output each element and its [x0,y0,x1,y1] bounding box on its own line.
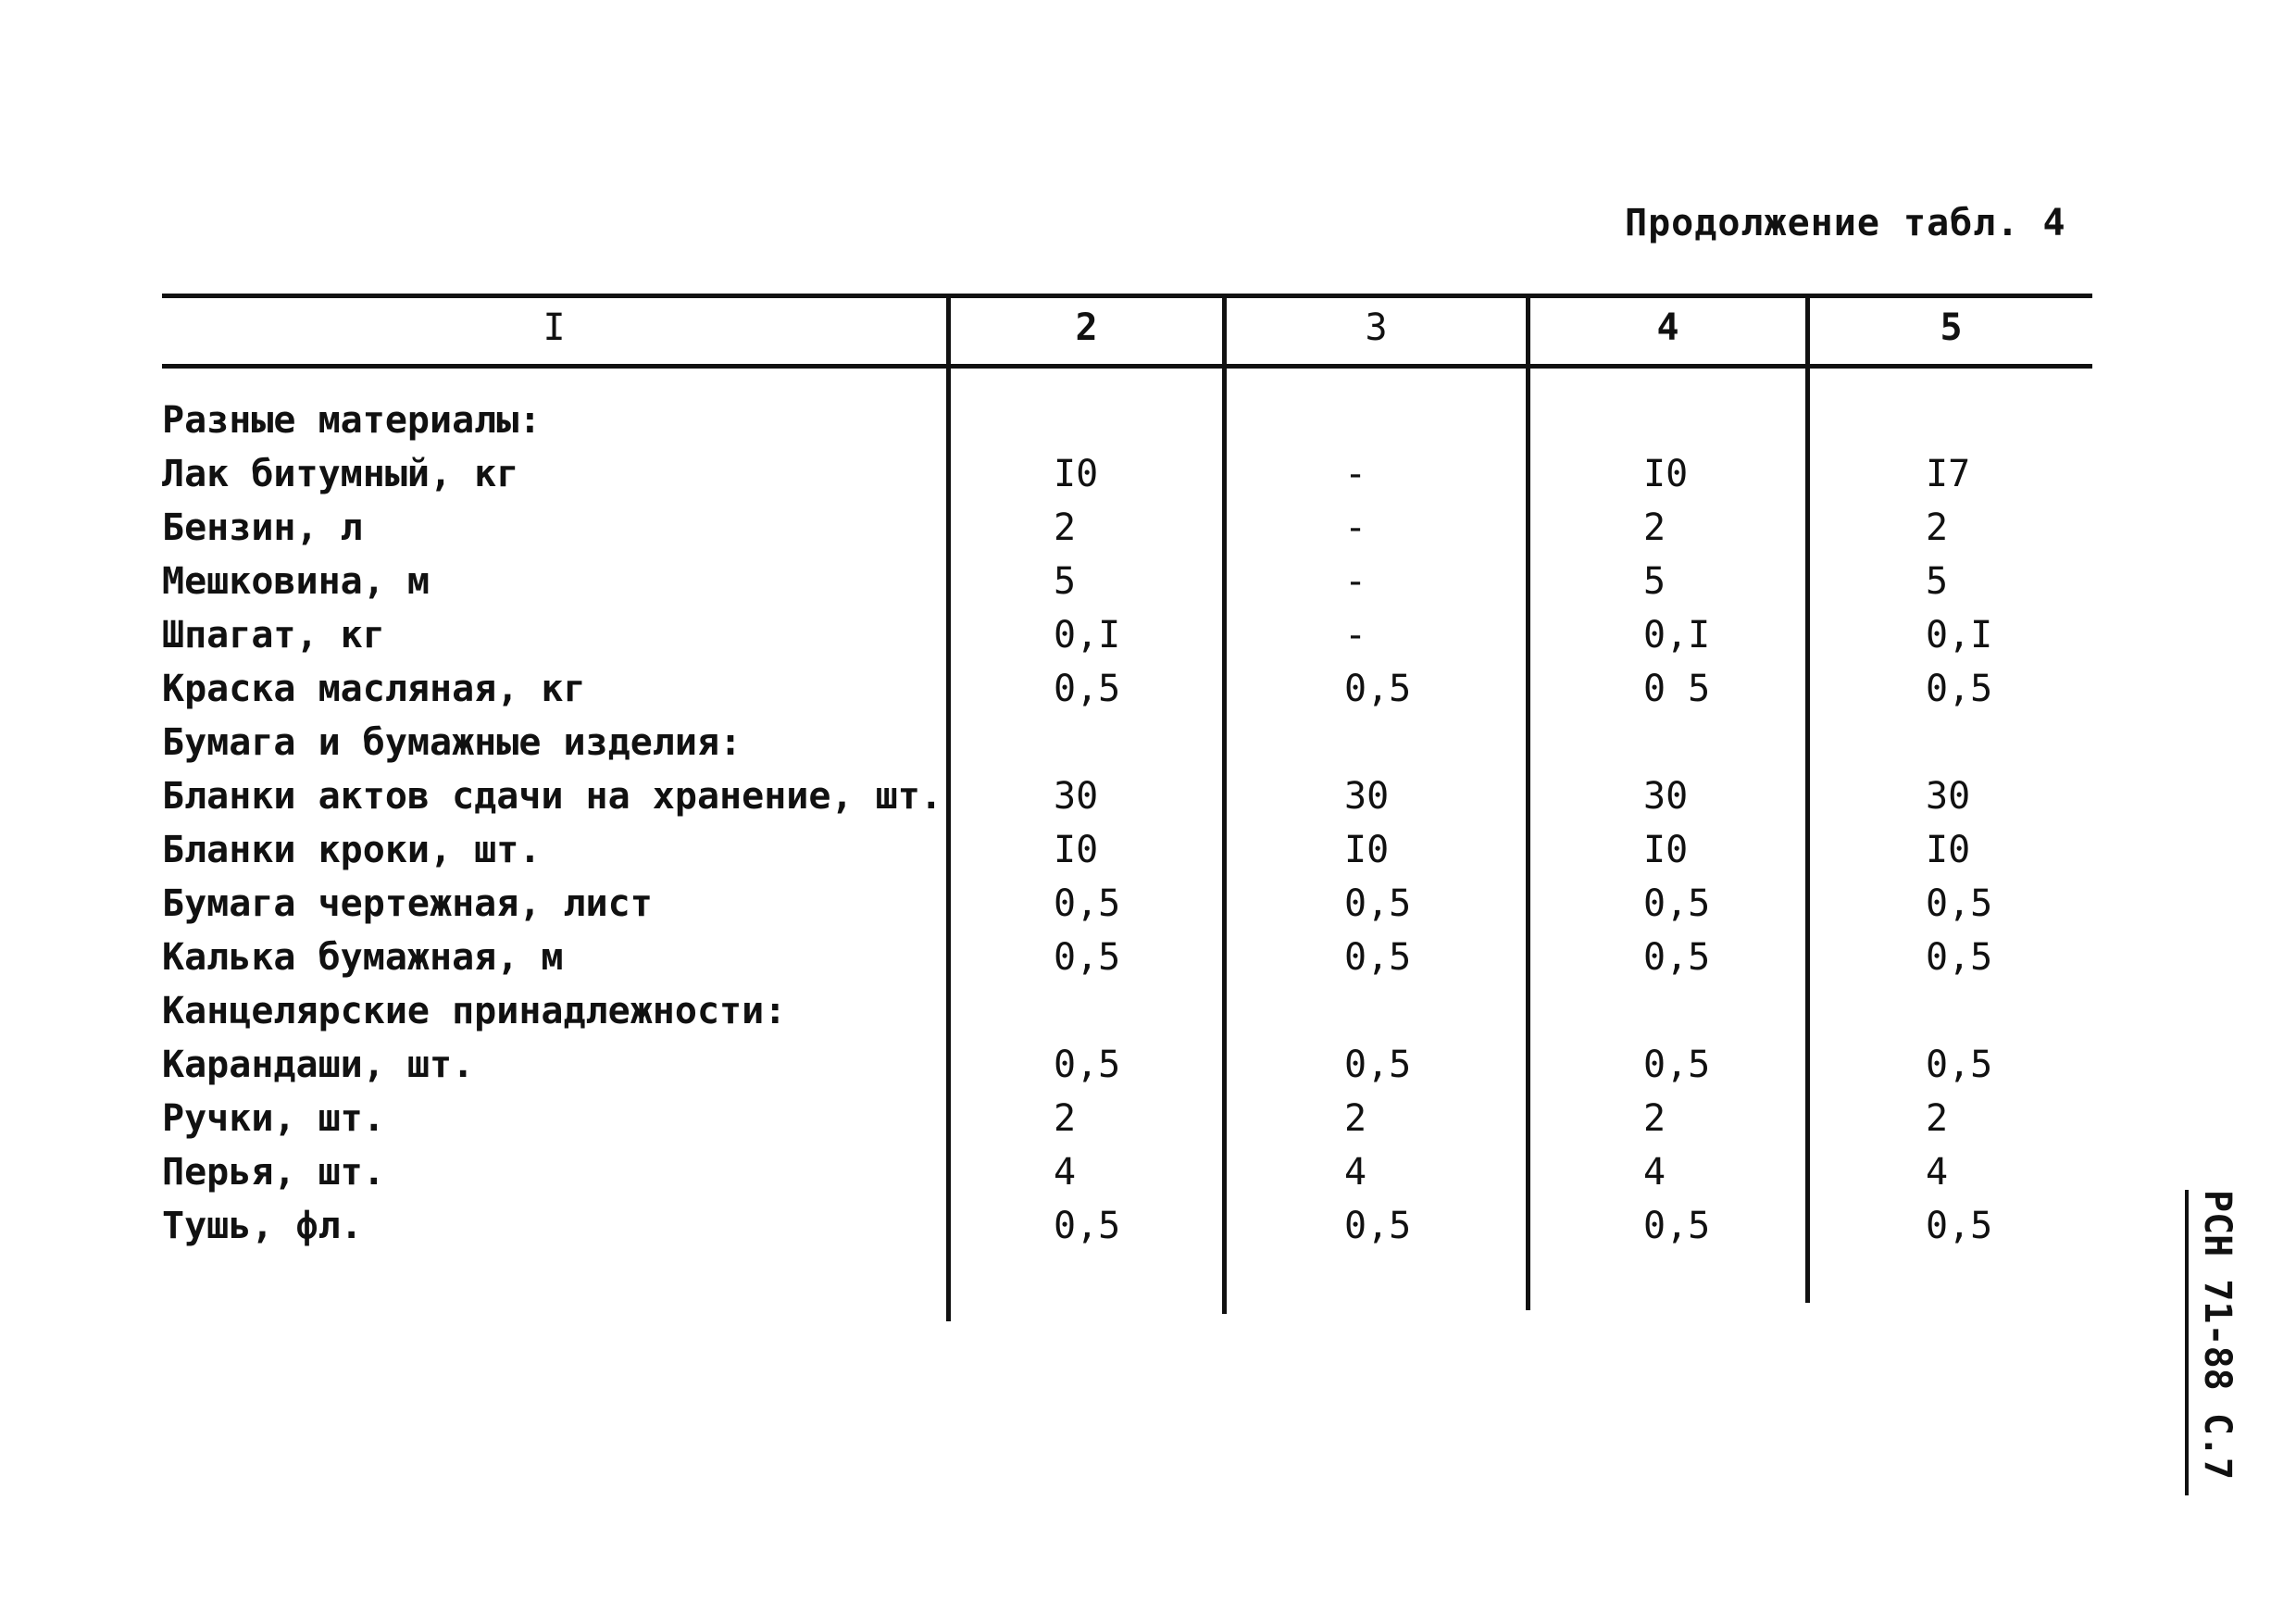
table-caption: Продолжение табл. 4 [1625,202,2066,244]
row-value-col-3: 4 [1344,1151,1367,1194]
row-label: Ручки, шт. [162,1097,385,1140]
row-value-col-4: 2 [1643,1097,1666,1140]
header-col-5: 5 [1940,306,1963,349]
column-divider [1526,294,1530,1310]
row-label: Лак битумный, кг [162,453,519,495]
row-value-col-3: - [1344,614,1367,656]
row-value-col-2: 0,5 [1054,1205,1121,1247]
row-label: Перья, шт. [162,1151,385,1194]
row-value-col-5: 0,5 [1926,936,1993,979]
row-value-col-5: 5 [1926,560,1949,603]
row-label: Мешковина, м [162,560,430,603]
row-value-col-3: 0,5 [1344,936,1412,979]
row-value-col-5: 0,5 [1926,1205,1993,1247]
column-divider [946,294,951,1321]
header-col-3: 3 [1365,306,1388,349]
row-label: Бланки актов сдачи на хранение, шт. [162,775,942,818]
row-value-col-5: 0,5 [1926,668,1993,710]
row-value-col-4: 2 [1643,506,1666,549]
row-value-col-3: 0,5 [1344,1044,1412,1086]
row-value-col-4: 0,I [1643,614,1711,656]
table-top-rule [162,294,2092,298]
row-value-col-4: I0 [1643,829,1689,871]
row-value-col-2: 0,5 [1054,936,1121,979]
column-divider [1222,294,1227,1314]
row-value-col-4: 0 5 [1643,668,1711,710]
row-value-col-5: 0,I [1926,614,1993,656]
row-value-col-2: 0,I [1054,614,1121,656]
row-value-col-5: 30 [1926,775,1971,818]
document-code-text: РСН 71-88 С.7 [2196,1190,2239,1481]
row-label: Шпагат, кг [162,614,385,656]
row-value-col-2: 0,5 [1054,668,1121,710]
row-value-col-3: 2 [1344,1097,1367,1140]
row-value-col-5: 2 [1926,1097,1949,1140]
header-col-4: 4 [1656,306,1679,349]
row-value-col-4: I0 [1643,453,1689,495]
row-value-col-4: 0,5 [1643,882,1711,925]
row-value-col-3: 0,5 [1344,668,1412,710]
header-col-2: 2 [1075,306,1098,349]
row-label: Бумага чертежная, лист [162,882,653,925]
row-value-col-3: 0,5 [1344,882,1412,925]
row-label: Бензин, л [162,506,363,549]
column-divider [1805,294,1810,1303]
row-value-col-4: 0,5 [1643,1205,1711,1247]
row-label: Краска масляная, кг [162,668,586,710]
row-value-col-4: 5 [1643,560,1666,603]
row-value-col-5: 4 [1926,1151,1949,1194]
row-value-col-3: - [1344,506,1367,549]
row-value-col-2: 0,5 [1054,882,1121,925]
row-value-col-3: 30 [1344,775,1390,818]
row-value-col-4: 0,5 [1643,936,1711,979]
header-col-1: I [543,306,566,349]
row-value-col-5: 0,5 [1926,882,1993,925]
document-code [2185,1190,2240,1495]
header-bottom-rule [162,364,2092,369]
row-value-col-3: I0 [1344,829,1390,871]
row-label: Канцелярские принадлежности: [162,990,787,1032]
row-value-col-3: - [1344,560,1367,603]
row-label: Бланки кроки, шт. [162,829,542,871]
row-value-col-3: - [1344,453,1367,495]
row-value-col-2: 2 [1054,1097,1077,1140]
row-value-col-2: 2 [1054,506,1077,549]
row-value-col-2: I0 [1054,453,1099,495]
row-label: Тушь, фл. [162,1205,363,1247]
row-label: Разные материалы: [162,399,542,442]
row-value-col-2: 30 [1054,775,1099,818]
row-value-col-2: 5 [1054,560,1077,603]
row-value-col-4: 0,5 [1643,1044,1711,1086]
row-value-col-3: 0,5 [1344,1205,1412,1247]
row-label: Калька бумажная, м [162,936,564,979]
row-value-col-4: 30 [1643,775,1689,818]
row-value-col-2: I0 [1054,829,1099,871]
row-value-col-2: 0,5 [1054,1044,1121,1086]
row-value-col-5: I0 [1926,829,1971,871]
row-label: Бумага и бумажные изделия: [162,721,742,764]
row-value-col-4: 4 [1643,1151,1666,1194]
row-value-col-5: 0,5 [1926,1044,1993,1086]
row-value-col-5: 2 [1926,506,1949,549]
row-label: Карандаши, шт. [162,1044,475,1086]
side-rule [2185,1190,2189,1495]
row-value-col-2: 4 [1054,1151,1077,1194]
row-value-col-5: I7 [1926,453,1971,495]
